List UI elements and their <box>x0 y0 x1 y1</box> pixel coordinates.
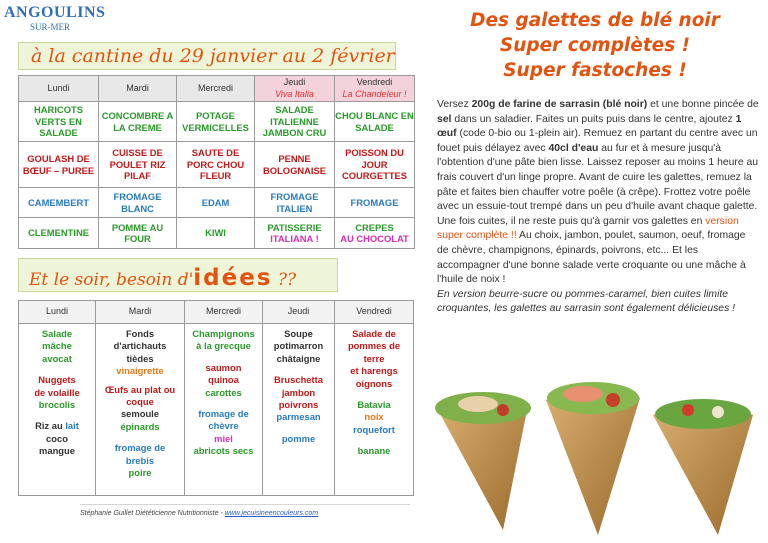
footer-author: Stéphanie Guillet Diététicienne Nutritionniste - <box>80 510 225 517</box>
cantine-day-mardi: Mardi <box>99 76 177 102</box>
cantine-cell: POISSON DU JOUR COURGETTES <box>335 142 415 188</box>
menu-line: Riz au <box>35 420 63 432</box>
cantine-cell: POTAGE VERMICELLES <box>177 102 255 142</box>
menu-line: Salade <box>41 328 73 339</box>
soir-title-end: ?? <box>272 270 297 290</box>
menu-line: tièdes <box>126 352 154 364</box>
menu-line: de volaille <box>34 386 80 398</box>
menu-line: saumon <box>205 361 242 373</box>
cantine-cell: POMME AU FOUR <box>99 218 177 249</box>
cantine-cell: CONCOMBRE A LA CREME <box>99 102 177 142</box>
menu-line: Œufs au plat ou <box>104 383 176 395</box>
menu-line: brocolis <box>38 399 76 411</box>
recipe-text: Versez 200g de farine de sarrasin (blé noir) et une bonne pincée de sel dans un saladier. Faites un puits puis dans le centre, ajoutez 1 œuf (code 0-bio ou 1-plein air). Remuez en partant du centre avec un fouet puis délayez avec 40cl d'eau au fur et à mesure jusqu'à l'obtention d'une pâte bien lisse. Laissez reposer au moins 1 heure au frais couvert d'un linge propre. Avant de cuire les galettes, remuez la pâte et faites bien chauffer votre poêle (à crêpe). Frottez votre poêle avec un essuie-tout trempé dans un peu d'huile avant chaque galette. Une fois cuites, il ne reste puis qu'à garnir vos galettes en version super complète !! Au choix, jambon, poulet, saumon, oeuf, fromage de chèvre, champignons, épinards, poivrons, etc... Et les accompagner d'une bonne salade verte croquante ou une mâche à l'huile de noix ! En version beurre-sucre ou pommes-caramel, bien cuites limite croquantes, les galettes au sarrasin sont également délicieuses ! <box>437 99 759 315</box>
soir-day: Vendredi <box>335 301 414 324</box>
cantine-cell: GOULASH DE BŒUF – PUREE <box>19 142 99 188</box>
menu-line: semoule <box>120 408 160 420</box>
menu-line: avocat <box>42 352 72 364</box>
menu-line: fromage de <box>114 442 166 454</box>
menu-line: Nuggets <box>38 374 76 386</box>
recipe-variant: En version beurre-sucre ou pommes-caramel, bien cuites limite croquantes, les galettes au sarrasin sont également délicieuses ! <box>437 288 736 315</box>
logo <box>0 0 106 40</box>
menu-line: potimarron <box>273 340 324 352</box>
day-theme: La Chandeleur ! <box>342 88 407 99</box>
menu-line: miel <box>214 432 233 444</box>
menu-line: pomme <box>281 432 316 444</box>
cantine-cell <box>255 102 335 142</box>
cell-text: CREPES <box>355 221 394 233</box>
day-name: Jeudi <box>283 77 306 87</box>
menu-line: carottes <box>205 386 242 398</box>
cantine-cell: CAMEMBERT <box>19 188 99 218</box>
soir-table <box>18 300 414 496</box>
day-name: Vendredi <box>356 77 393 87</box>
menu-line: Batavia <box>357 399 391 411</box>
menu-line: mâche <box>42 340 72 352</box>
menu-line: poivrons <box>278 399 319 411</box>
cantine-day-lundi: Lundi <box>19 76 99 102</box>
menu-line: vinaigrette <box>116 365 164 377</box>
recipe-title <box>430 8 760 83</box>
cantine-cell: CUISSE DE POULET RIZ PILAF <box>99 142 177 188</box>
cantine-day-jeudi <box>255 76 335 102</box>
cantine-cell: FROMAGE ITALIEN <box>255 188 335 218</box>
menu-line: poire <box>128 467 152 479</box>
cantine-cell: CHOU BLANC EN SALADE <box>335 102 415 142</box>
soir-title-big: idées <box>193 265 273 291</box>
cell-text: SALADE ITALIENNE JAMBON CRU <box>262 104 327 139</box>
cantine-cell: CLEMENTINE <box>19 218 99 249</box>
menu-line: abricots secs <box>193 445 254 457</box>
menu-line: Soupe <box>284 328 313 339</box>
menu-line: et harengs <box>350 365 398 377</box>
cantine-cell: HARICOTS VERTS EN SALADE <box>19 102 99 142</box>
menu-line: terre <box>363 352 385 364</box>
cantine-cell <box>335 218 415 249</box>
menu-line: Champignons <box>192 328 255 339</box>
soir-cell-mercredi <box>185 324 263 496</box>
cantine-banner: à la cantine du 29 janvier au 2 février <box>18 42 396 70</box>
soir-day: Jeudi <box>263 301 335 324</box>
soir-day: Mardi <box>96 301 185 324</box>
menu-line: chèvre <box>208 420 239 432</box>
menu-line: quinoa <box>208 374 239 386</box>
crepes-illustration <box>418 370 768 543</box>
recipe-title-line: Des galettes de blé noir <box>470 10 720 31</box>
menu-line: jambon <box>281 386 316 398</box>
soir-day: Lundi <box>19 301 96 324</box>
recipe-title-line: Super fastoches ! <box>503 60 687 81</box>
cantine-cell: EDAM <box>177 188 255 218</box>
menu-line: épinards <box>120 420 160 432</box>
menu-line: parmesan <box>276 411 321 423</box>
cantine-table <box>18 75 415 249</box>
cell-text: ITALIANA ! <box>270 233 319 244</box>
menu-line: Bruschetta <box>274 374 323 386</box>
menu-line: roquefort <box>353 423 395 435</box>
menu-line: coque <box>126 396 154 408</box>
footer-divider <box>80 504 410 505</box>
soir-cell-vendredi <box>335 324 414 496</box>
menu-line: oignons <box>355 377 393 389</box>
menu-line: mangue <box>39 445 75 457</box>
menu-line: banane <box>357 445 391 457</box>
soir-day: Mercredi <box>185 301 263 324</box>
menu-line: pommes de <box>347 340 401 352</box>
cell-text: AU CHOCOLAT <box>340 233 409 244</box>
logo-name: ANGOULINS <box>4 4 106 21</box>
cantine-day-mercredi: Mercredi <box>177 76 255 102</box>
soir-cell-lundi <box>19 324 96 496</box>
soir-banner <box>18 258 338 292</box>
menu-line: d'artichauts <box>113 340 167 352</box>
soir-cell-jeudi <box>263 324 335 496</box>
menu-line: noix <box>364 411 384 423</box>
menu-line: fromage de <box>198 408 249 420</box>
menu-line: lait <box>65 420 79 432</box>
cantine-cell: FROMAGE BLANC <box>99 188 177 218</box>
recipe-title-line: Super complètes ! <box>499 35 691 56</box>
cantine-cell: FROMAGE <box>335 188 415 218</box>
cantine-day-vendredi <box>335 76 415 102</box>
soir-title-lead: Et le soir, besoin d' <box>29 270 194 290</box>
logo-sub: SUR-MER <box>30 22 71 32</box>
menu-line: brebis <box>125 454 155 466</box>
soir-cell-mardi <box>96 324 185 496</box>
cantine-cell: PENNE BOLOGNAISE <box>255 142 335 188</box>
menu-line: Salade de <box>352 328 396 339</box>
cantine-cell: KIWI <box>177 218 255 249</box>
menu-line: châtaigne <box>276 352 321 364</box>
day-theme: Viva Italia <box>275 88 314 99</box>
menu-line: à la grecque <box>196 340 251 352</box>
menu-line: Fonds <box>125 328 155 339</box>
cantine-cell <box>255 218 335 249</box>
menu-line: coco <box>46 432 68 444</box>
cantine-cell: SAUTE DE PORC CHOU FLEUR <box>177 142 255 188</box>
cell-text: PATISSERIE <box>267 221 322 233</box>
footer <box>80 510 318 517</box>
footer-link[interactable]: www.jecuisineencouleurs.com <box>224 510 319 517</box>
